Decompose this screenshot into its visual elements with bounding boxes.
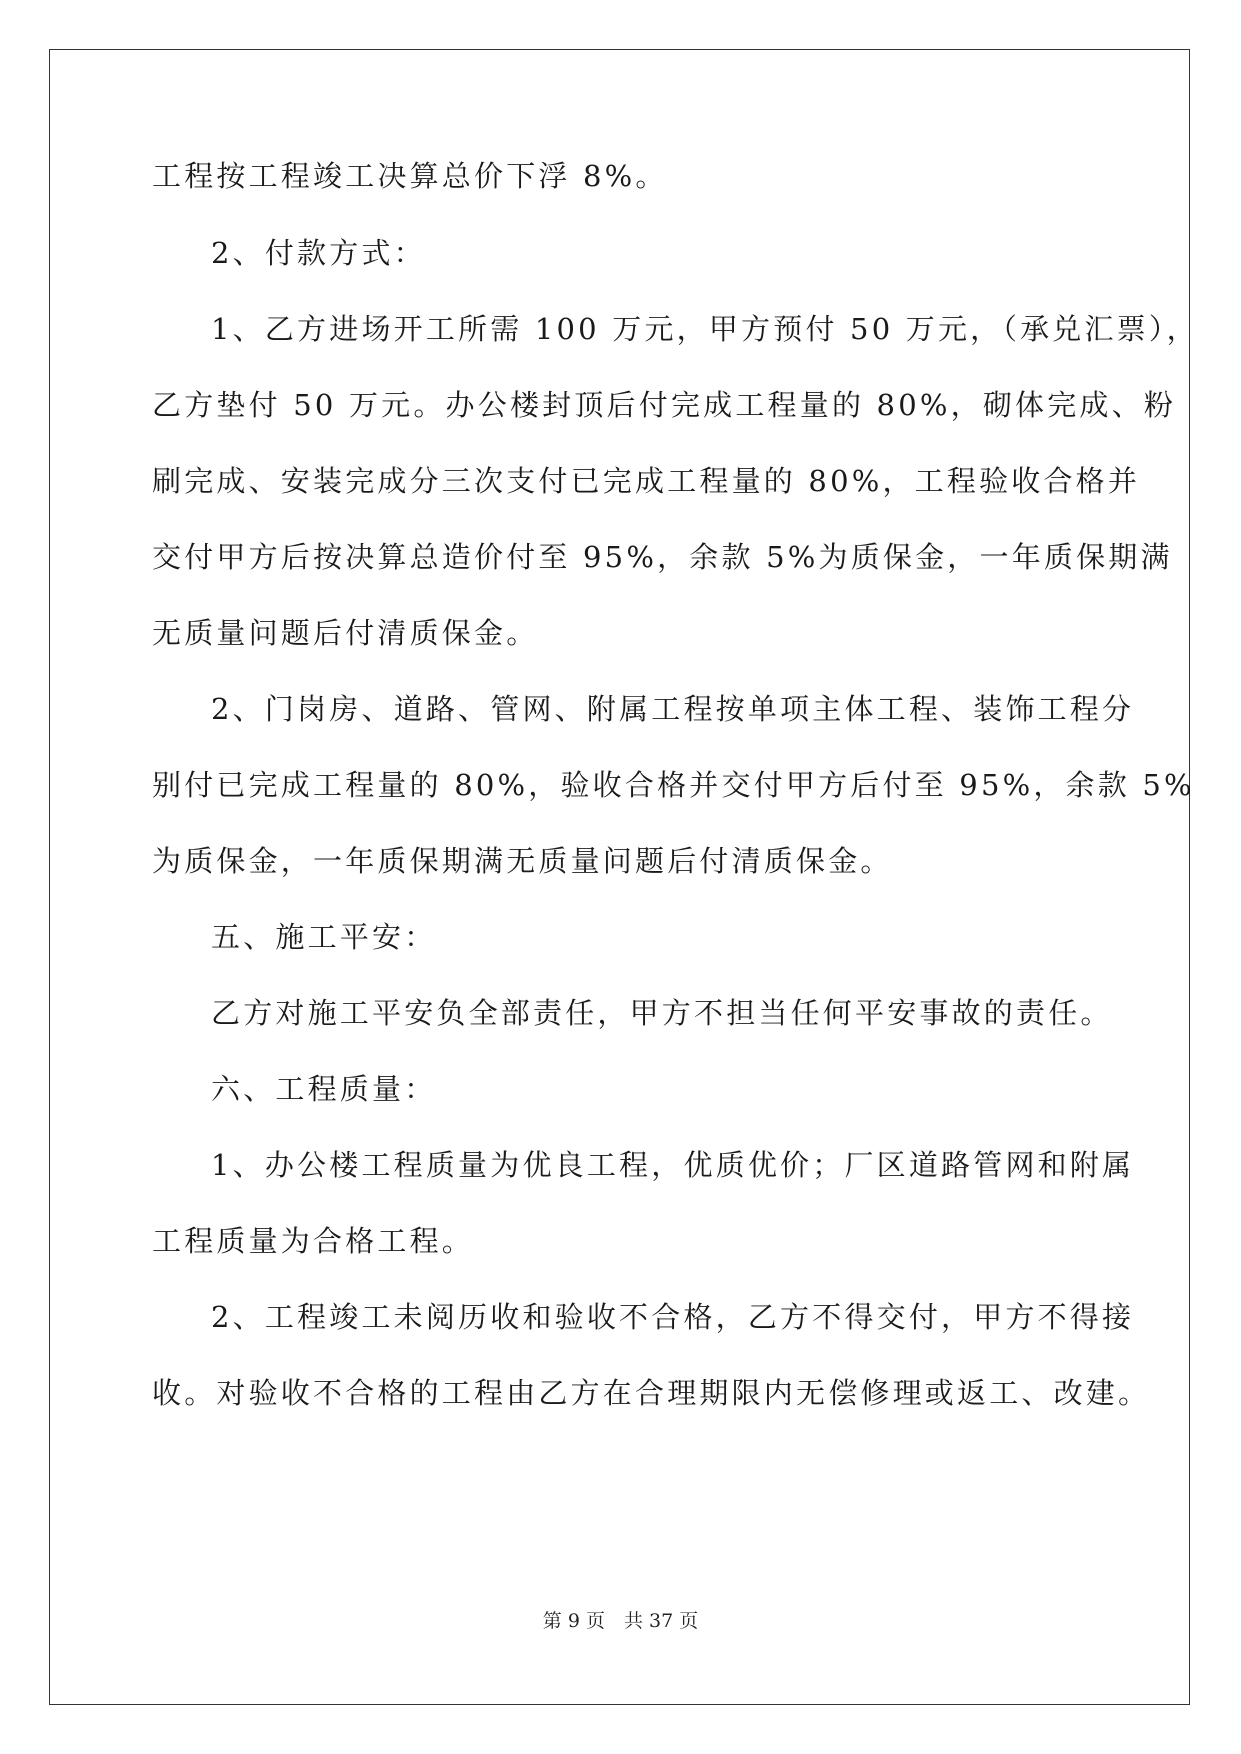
text-line: 工程按工程竣工决算总价下浮 8%。 [152,159,668,193]
text-line: 无质量问题后付清质保金。 [152,616,539,650]
page-number-footer: 第 9 页 共 37 页 [542,1610,699,1632]
text-line: 2、工程竣工未阅历收和验收不合格，乙方不得交付，甲方不得接 [211,1300,1135,1334]
text-line: 交付甲方后按决算总造价付至 95%，余款 5%为质保金，一年质保期满 [152,540,1173,574]
text-line: 1、办公楼工程质量为优良工程，优质优价；厂区道路管网和附属 [211,1148,1135,1182]
text-line: 乙方垫付 50 万元。办公楼封顶后付完成工程量的 80%，砌体完成、粉 [152,388,1177,422]
text-line: 六、工程质量： [211,1072,437,1106]
text-line: 别付已完成工程量的 80%，验收合格并交付甲方后付至 95%，余款 5% [152,768,1195,802]
text-line: 1、乙方进场开工所需 100 万元，甲方预付 50 万元，（承兑汇票）， [211,312,1199,346]
text-line: 收。对验收不合格的工程由乙方在合理期限内无偿修理或返工、改建。 [152,1376,1151,1410]
text-line: 五、施工平安： [211,920,437,954]
text-line: 工程质量为合格工程。 [152,1224,475,1258]
text-line: 乙方对施工平安负全部责任，甲方不担当任何平安事故的责任。 [211,996,1113,1030]
text-line: 为质保金，一年质保期满无质量问题后付清质保金。 [152,844,893,878]
text-line: 2、门岗房、道路、管网、附属工程按单项主体工程、装饰工程分 [211,692,1135,726]
text-line: 刷完成、安装完成分三次支付已完成工程量的 80%，工程验收合格并 [152,464,1141,498]
text-line: 2、付款方式： [211,236,426,270]
